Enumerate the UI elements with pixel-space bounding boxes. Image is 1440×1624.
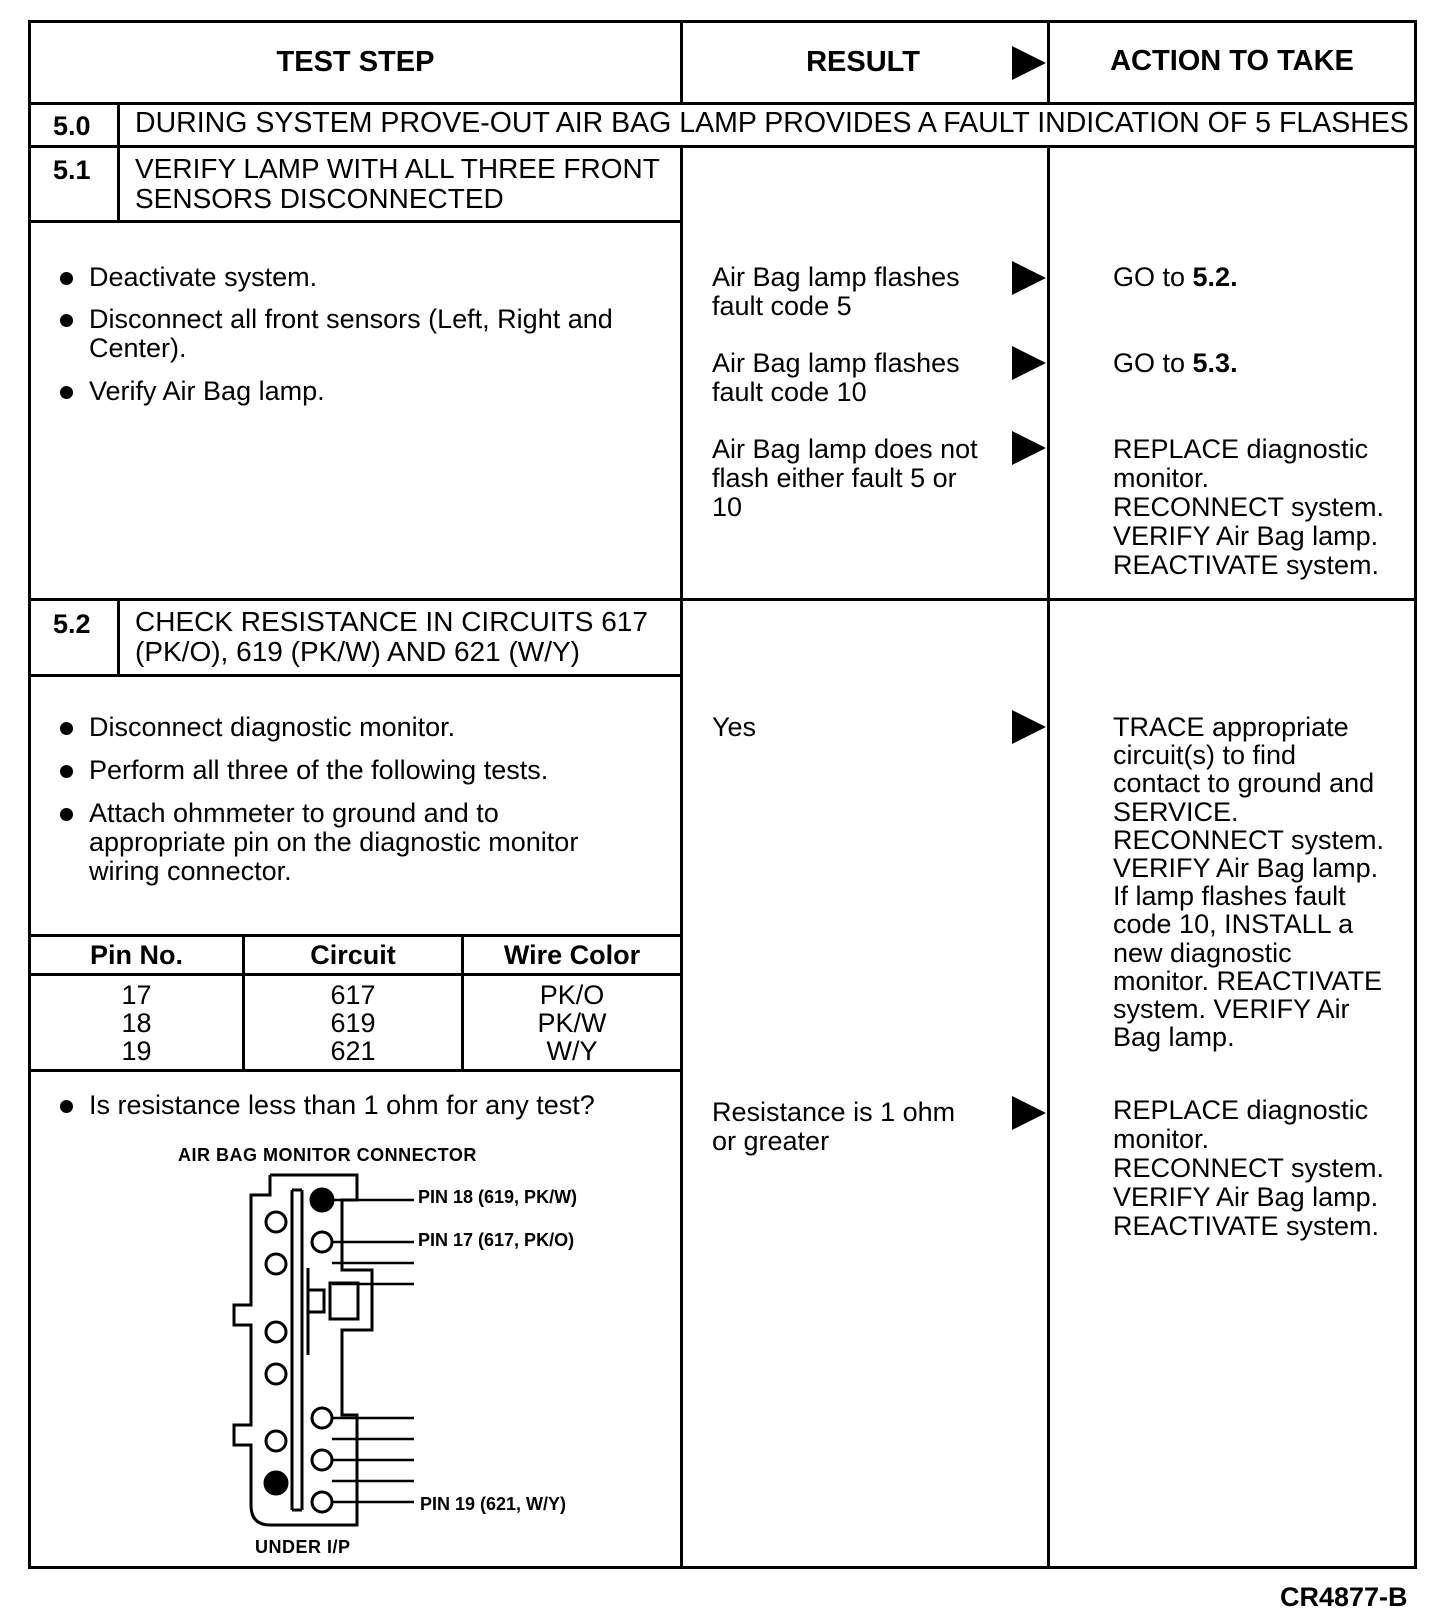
pin-circle [266,1431,286,1451]
s51-result-2: Air Bag lamp flashes fault code 10 [712,348,960,407]
section-5-0-number: 5.0 [53,111,91,141]
pin-circle [266,1254,286,1274]
section-5-0-title: DURING SYSTEM PROVE-OUT AIR BAG LAMP PROVIDES A FAULT INDICATION OF 5 FLASHES [135,107,1409,139]
table-cell: W/Y [546,1036,598,1066]
pin-circle [266,1322,286,1342]
pin-17-label: PIN 17 (617, PK/O) [418,1230,575,1250]
header-test-step: TEST STEP [276,46,435,78]
diagram-footer: UNDER I/P [255,1537,351,1557]
table-cell: PK/W [537,1008,607,1038]
s52-action-1: TRACE appropriate circuit(s) to find contact to ground and SERVICE. RECONNECT system. VERIFY Air Bag lamp. If lamp flashes fault code 10, INSTALL a new diagnostic monitor. REACTIVATE system. VERIFY Air Bag lamp. [1113,712,1385,1053]
pin-table-header-wire-color: Wire Color [503,940,641,970]
table-cell: PK/O [539,980,605,1010]
s52-result-no: Resistance is 1 ohm or greater [712,1097,956,1156]
table-cell: 18 [121,1008,152,1038]
s51-result-1: Air Bag lamp flashes fault code 5 [712,262,960,321]
table-cell: 617 [330,980,376,1010]
s51-action-1-ref: 5.2. [1192,262,1238,292]
s51-action-3: REPLACE diagnostic monitor. RECONNECT system. VERIFY Air Bag lamp. REACTIVATE system. [1113,434,1385,580]
header-result: RESULT [806,46,920,78]
figure-code: CR4877-B [1280,1582,1408,1612]
diagram-title: AIR BAG MONITOR CONNECTOR [178,1145,477,1165]
pin-18-label: PIN 18 (619, PK/W) [418,1187,578,1207]
section-5-1-title-line2: SENSORS DISCONNECTED [135,183,504,214]
pin-circle [312,1408,332,1428]
s51-action-2-ref: 5.3. [1192,348,1238,378]
table-cell: 621 [330,1036,376,1066]
pin-19-label: PIN 19 (621, W/Y) [420,1494,567,1514]
section-5-1-title-line1: VERIFY LAMP WITH ALL THREE FRONT [135,153,660,184]
pin-leads [332,1200,414,1502]
s51-action-2: GO to 5.3. [1113,348,1238,378]
header-action: ACTION TO TAKE [1110,45,1354,77]
connector-pins [265,1189,333,1512]
pin-18-circle [311,1189,333,1211]
pin-table-header-pin: Pin No. [90,940,183,970]
section-5-2-number: 5.2 [53,609,91,639]
s51-action-1: GO to 5.2. [1113,262,1238,292]
pin-table-header-circuit: Circuit [310,940,396,970]
pin-19-circle [312,1492,332,1512]
pin-17-circle [312,1232,332,1252]
pin-circle [312,1450,332,1470]
section-5-2-title-line2: (PK/O), 619 (PK/W) AND 621 (W/Y) [135,636,580,667]
s52-action-2: REPLACE diagnostic monitor. RECONNECT system. VERIFY Air Bag lamp. REACTIVATE system. [1113,1095,1385,1241]
table-cell: 17 [121,980,152,1010]
table-cell: 619 [330,1008,376,1038]
table-cell: 19 [121,1036,152,1066]
pin-circle [265,1472,287,1494]
s52-result-yes: Yes [712,712,757,742]
pin-circle [266,1212,286,1232]
pin-circle [266,1364,286,1384]
section-5-2-title-line1: CHECK RESISTANCE IN CIRCUITS 617 [135,606,648,637]
s51-result-3: Air Bag lamp does not flash either fault 5 or 10 [712,434,978,522]
connector-housing [234,1175,372,1525]
section-5-1-number: 5.1 [53,155,91,185]
